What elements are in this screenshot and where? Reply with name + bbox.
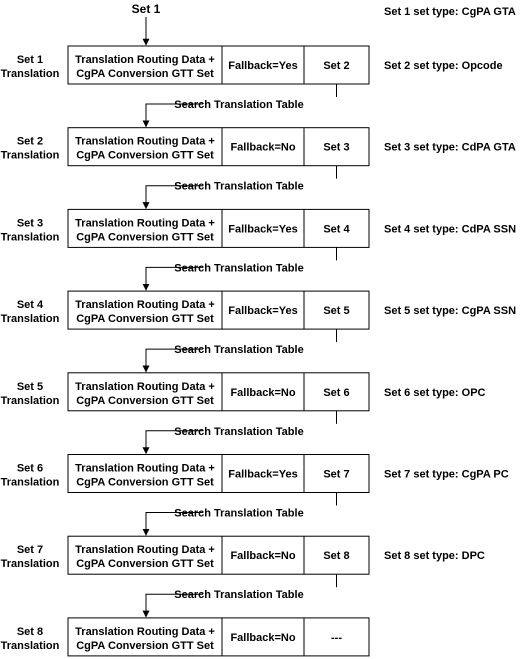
fallback-value: Fallback=Yes — [228, 468, 298, 481]
set-type-label: Set 5 set type: CgPA SSN — [384, 305, 517, 318]
next-set-value: Set 6 — [323, 386, 350, 399]
row-set-label: Set 8 — [16, 625, 44, 638]
conversion-gtt-text: CgPA Conversion GTT Set — [76, 394, 214, 407]
set-type-label: Set 2 set type: Opcode — [384, 60, 503, 72]
row-translation-label: Translation — [0, 639, 60, 652]
row-set-label: Set 4 — [16, 299, 44, 312]
conversion-gtt-text: CgPA Conversion GTT Set — [76, 313, 214, 326]
fallback-value: Fallback=No — [230, 550, 296, 563]
row-set-label: Set 1 — [16, 54, 44, 66]
fallback-value: Fallback=Yes — [228, 223, 298, 236]
routing-data-text: Translation Routing Data + — [75, 625, 215, 638]
top-set-label: Set 1 — [131, 2, 161, 16]
row-set-label: Set 2 — [16, 135, 44, 148]
set-type-label: Set 1 set type: CgPA GTA — [384, 6, 516, 18]
search-translation-label: Search Translation Table — [174, 262, 304, 275]
fallback-value: Fallback=Yes — [228, 305, 298, 318]
search-translation-label: Search Translation Table — [174, 344, 304, 357]
conversion-gtt-text: CgPA Conversion GTT Set — [76, 231, 214, 244]
search-translation-label: Search Translation Table — [174, 180, 304, 193]
conversion-gtt-text: CgPA Conversion GTT Set — [76, 476, 214, 489]
routing-data-text: Translation Routing Data + — [75, 135, 215, 148]
row-translation-label: Translation — [0, 394, 60, 407]
routing-data-text: Translation Routing Data + — [75, 544, 215, 557]
row-translation-label: Translation — [0, 558, 60, 571]
row-translation-label: Translation — [0, 149, 60, 162]
row-translation-label: Translation — [0, 68, 60, 80]
fallback-value: Fallback=No — [230, 141, 296, 154]
conversion-gtt-text: CgPA Conversion GTT Set — [76, 68, 214, 80]
row-set-label: Set 3 — [16, 217, 44, 230]
next-set-value: Set 3 — [323, 141, 350, 154]
set-type-label: Set 3 set type: CdPA GTA — [384, 141, 516, 154]
row-translation-label: Translation — [0, 231, 60, 244]
next-set-value: Set 5 — [323, 305, 350, 318]
routing-data-text: Translation Routing Data + — [75, 217, 215, 230]
set-type-label: Set 7 set type: CgPA PC — [384, 468, 509, 481]
set-type-label: Set 6 set type: OPC — [384, 386, 486, 399]
next-set-value: Set 7 — [323, 468, 350, 481]
set-type-label: Set 4 set type: CdPA SSN — [384, 223, 517, 236]
search-translation-label: Search Translation Table — [174, 99, 304, 111]
routing-data-text: Translation Routing Data + — [75, 380, 215, 393]
next-set-value: Set 2 — [323, 60, 350, 72]
conversion-gtt-text: CgPA Conversion GTT Set — [76, 149, 214, 162]
routing-data-text: Translation Routing Data + — [75, 299, 215, 312]
routing-data-text: Translation Routing Data + — [75, 462, 215, 475]
search-translation-label: Search Translation Table — [174, 589, 304, 602]
row-set-label: Set 7 — [16, 544, 44, 557]
conversion-gtt-text: CgPA Conversion GTT Set — [76, 558, 214, 571]
next-set-value: Set 8 — [323, 550, 350, 563]
conversion-gtt-text: CgPA Conversion GTT Set — [76, 639, 214, 652]
fallback-value: Fallback=No — [230, 631, 296, 644]
routing-data-text: Translation Routing Data + — [75, 54, 215, 66]
next-set-value: --- — [331, 631, 342, 644]
set-type-label: Set 8 set type: DPC — [384, 550, 485, 563]
fallback-value: Fallback=Yes — [228, 60, 298, 72]
row-set-label: Set 5 — [16, 380, 44, 393]
next-set-value: Set 4 — [323, 223, 350, 236]
row-set-label: Set 6 — [16, 462, 44, 475]
row-translation-label: Translation — [0, 476, 60, 489]
row-translation-label: Translation — [0, 313, 60, 326]
fallback-value: Fallback=No — [230, 386, 296, 399]
search-translation-label: Search Translation Table — [174, 507, 304, 520]
search-translation-label: Search Translation Table — [174, 425, 304, 438]
